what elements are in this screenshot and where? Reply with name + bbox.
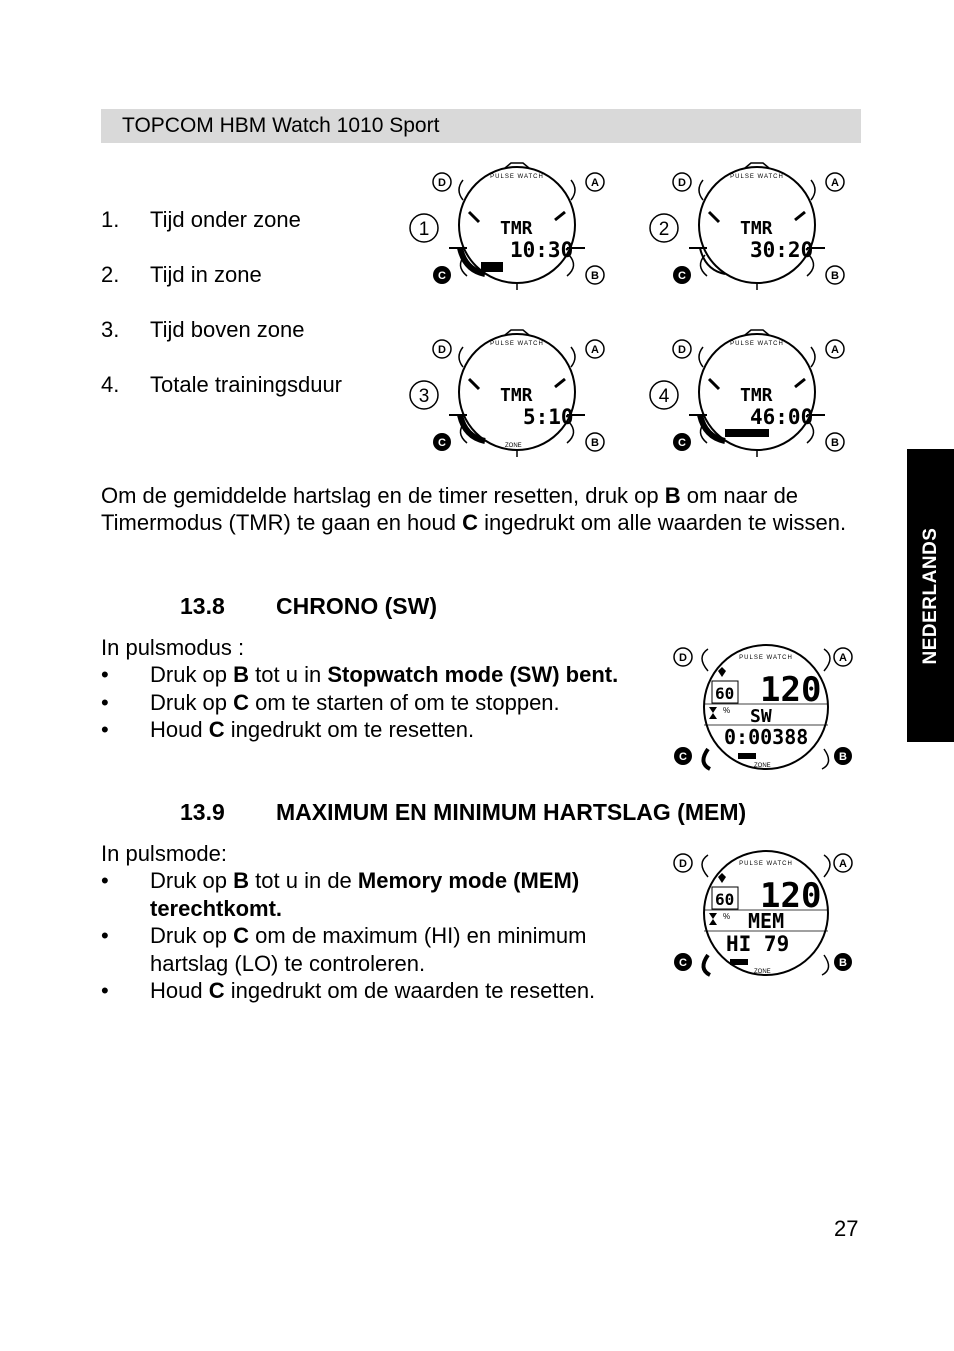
page-number: 27 xyxy=(834,1216,859,1241)
language-side-tab xyxy=(907,449,954,742)
lcd-mode-text: TMR xyxy=(500,218,533,239)
button-b-label: B xyxy=(831,437,839,449)
list-item: • Druk op B tot u in de Memory mode (MEM) terechtkomt. xyxy=(101,868,580,921)
list-item: • Druk op C om te starten of om te stoppen. xyxy=(101,689,560,715)
bullet: • xyxy=(101,689,109,715)
lcd-percent-sign: % xyxy=(723,912,731,921)
button-b-label: B xyxy=(591,270,599,282)
watch-illustration-tmr-3 xyxy=(405,327,615,457)
lcd-mode-text: SW xyxy=(750,706,772,727)
button-a-label: A xyxy=(831,344,839,356)
button-a-label: A xyxy=(591,344,599,356)
document-title: TOPCOM HBM Watch 1010 Sport xyxy=(122,114,440,137)
lcd-mode-text: MEM xyxy=(748,909,785,933)
lcd-small-value: 60 xyxy=(715,890,735,909)
button-a-label: A xyxy=(591,177,599,189)
list-text: Tijd in zone xyxy=(150,262,262,287)
watch-brand-label: PULSE WATCH xyxy=(730,341,784,347)
button-a-label: A xyxy=(839,652,847,664)
section-intro: In pulsmodus : xyxy=(101,635,245,660)
list-text: Tijd boven zone xyxy=(150,317,305,342)
watch-brand-label: PULSE WATCH xyxy=(739,861,793,867)
button-d-label: D xyxy=(438,344,446,356)
section-intro: In pulsmode: xyxy=(101,841,227,866)
mem-bullet-list xyxy=(101,867,641,1005)
lcd-value-text: 30:20 xyxy=(750,238,814,262)
lcd-value-text: 5:10 xyxy=(523,405,574,429)
list-text: Totale trainingsduur xyxy=(150,372,343,397)
button-b-label: B xyxy=(591,437,599,449)
watch-brand-label: PULSE WATCH xyxy=(730,174,784,180)
reset-instructions: Om de gemiddelde hartslag en de timer resetten, druk op B om naar de Timermodus (TMR) te gaan en houd C ingedrukt om alle waarden te wissen. xyxy=(101,483,847,535)
lcd-pulse-value: 120 xyxy=(760,876,822,916)
list-number: 2. xyxy=(101,262,120,287)
button-d-label: D xyxy=(438,177,446,189)
lcd-value-text: 0:00388 xyxy=(724,725,809,749)
callout-number-label: 2 xyxy=(658,219,670,240)
button-c-label: C xyxy=(678,270,686,282)
lcd-pulse-value: 120 xyxy=(760,670,822,710)
button-c-label: C xyxy=(679,957,687,969)
button-b-label: B xyxy=(839,751,847,763)
key-b: B xyxy=(664,483,681,508)
bullet: • xyxy=(101,923,109,948)
key-c: C xyxy=(462,510,478,535)
section-heading-mem xyxy=(180,799,746,826)
callout-number-label: 3 xyxy=(418,386,430,407)
list-number: 1. xyxy=(101,207,120,232)
watch-brand-label: PULSE WATCH xyxy=(490,341,544,347)
button-d-label: D xyxy=(678,177,686,189)
button-b-label: B xyxy=(831,270,839,282)
bullet: • xyxy=(101,662,109,687)
watch-brand-label: PULSE WATCH xyxy=(739,655,793,661)
list-item: • Houd C ingedrukt om de waarden te resetten. xyxy=(101,978,596,1003)
callout-number-label: 4 xyxy=(658,386,670,407)
lcd-small-value: 60 xyxy=(715,684,735,703)
lcd-mode-text: TMR xyxy=(500,385,533,406)
list-number: 3. xyxy=(101,317,120,342)
lcd-value-text: HI 79 xyxy=(726,932,790,956)
zone-label: ZONE xyxy=(505,443,522,449)
list-item: • Houd C ingedrukt om te resetten. xyxy=(101,717,475,742)
list-number: 4. xyxy=(101,372,120,397)
callout-number-label: 1 xyxy=(418,219,430,240)
bullet: • xyxy=(101,868,109,893)
button-d-label: D xyxy=(679,652,687,664)
language-label: NEDERLANDS xyxy=(919,527,941,664)
watch-illustration-tmr-2 xyxy=(645,160,855,290)
lcd-value-text: 46:00 xyxy=(750,405,814,429)
watch-illustration-mem xyxy=(668,847,863,982)
button-c-label: C xyxy=(678,437,686,449)
button-b-label: B xyxy=(839,957,847,969)
button-d-label: D xyxy=(678,344,686,356)
watch-brand-label: PULSE WATCH xyxy=(490,174,544,180)
list-item: • Druk op C om de maximum (HI) en minimum hartslag (LO) te controleren. xyxy=(101,923,587,976)
section-number: 13.9 xyxy=(180,799,225,825)
bullet: • xyxy=(101,717,109,742)
watch-illustration-sw xyxy=(668,641,863,776)
watch-illustration-tmr-1 xyxy=(405,160,615,290)
list-text: Tijd onder zone xyxy=(150,207,301,232)
lcd-percent-sign: % xyxy=(723,706,731,715)
button-c-label: C xyxy=(438,437,446,449)
list-item: • Druk op B tot u in Stopwatch mode (SW) bent. xyxy=(101,662,619,687)
lcd-mode-text: TMR xyxy=(740,385,773,406)
header-bar xyxy=(101,109,861,143)
button-d-label: D xyxy=(679,858,687,870)
button-c-label: C xyxy=(438,270,446,282)
zone-label: ZONE xyxy=(754,763,771,769)
chrono-bullet-list xyxy=(101,661,641,744)
section-number: 13.8 xyxy=(180,593,225,619)
lcd-mode-text: TMR xyxy=(740,218,773,239)
lcd-value-text: 10:30 xyxy=(510,238,574,262)
bullet: • xyxy=(101,978,109,1003)
section-title: MAXIMUM EN MINIMUM HARTSLAG (MEM) xyxy=(276,799,747,825)
section-heading-chrono xyxy=(180,593,437,620)
button-a-label: A xyxy=(831,177,839,189)
section-title: CHRONO (SW) xyxy=(276,593,437,619)
watch-illustration-tmr-4 xyxy=(645,327,855,457)
button-a-label: A xyxy=(839,858,847,870)
button-c-label: C xyxy=(679,751,687,763)
zone-label: ZONE xyxy=(754,969,771,975)
